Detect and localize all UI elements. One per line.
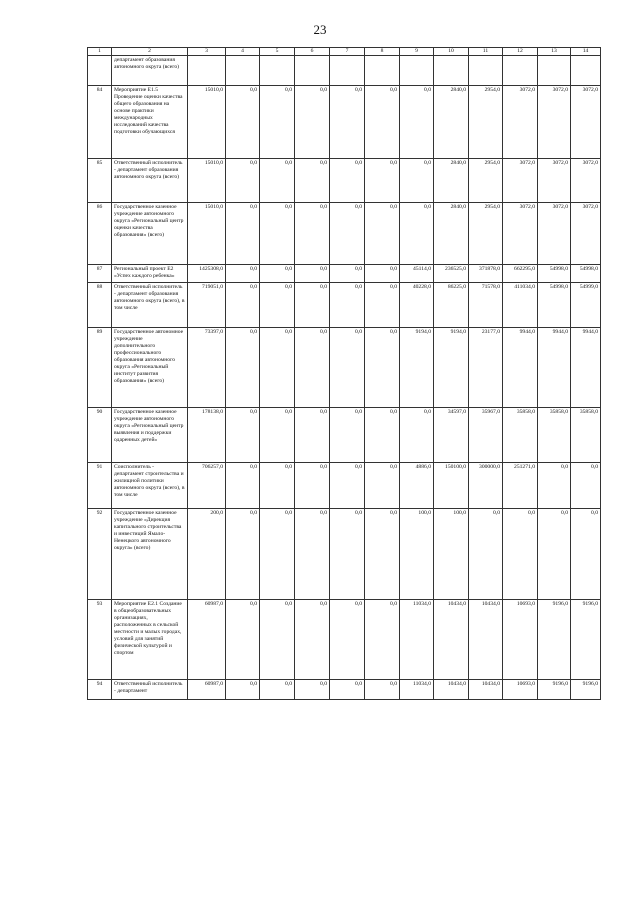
cell-value: 662295,0 <box>503 265 538 283</box>
cell-value: 0,0 <box>295 265 330 283</box>
cell-value: 251271,0 <box>503 463 538 509</box>
cell-value: 0,0 <box>226 203 260 265</box>
cell-value: 3072,0 <box>503 203 538 265</box>
cell-value: 100,0 <box>400 509 434 600</box>
table-row <box>88 159 601 203</box>
cell-value: 54998,0 <box>538 283 571 328</box>
cell-value: 35858,0 <box>503 408 538 463</box>
cell-value: 0,0 <box>226 600 260 680</box>
cell-value: 0,0 <box>365 159 400 203</box>
cell-value: 54998,0 <box>571 265 601 283</box>
cell-value: 10693,0 <box>503 680 538 700</box>
cell-value: 0,0 <box>330 283 365 328</box>
cell-value: 11034,0 <box>400 680 434 700</box>
row-name: Ответственный исполнитель - департамент образования автономного округа (всего), в том числе <box>112 283 188 328</box>
cell-value: 0,0 <box>226 283 260 328</box>
cell-value: 9196,0 <box>571 680 601 700</box>
cell-value: 3072,0 <box>503 86 538 159</box>
cell-value: 3072,0 <box>538 86 571 159</box>
cell-value: 150100,0 <box>434 463 469 509</box>
cell-value: 0,0 <box>330 159 365 203</box>
cell-value: 0,0 <box>400 408 434 463</box>
cell-value: 371878,0 <box>469 265 503 283</box>
row-name: Региональный проект Е2 «Успех каждого ребенка» <box>112 265 188 283</box>
cell-value: 9944,0 <box>538 328 571 408</box>
row-number: 94 <box>88 680 112 700</box>
column-number: 3 <box>188 48 226 56</box>
cell-value <box>188 56 226 86</box>
row-number: 87 <box>88 265 112 283</box>
cell-value: 0,0 <box>330 509 365 600</box>
cell-value: 0,0 <box>400 86 434 159</box>
cell-value: 0,0 <box>365 509 400 600</box>
column-number-row <box>88 48 601 56</box>
cell-value: 3072,0 <box>571 86 601 159</box>
budget-table <box>87 47 601 700</box>
column-number: 4 <box>226 48 260 56</box>
cell-value: 15010,0 <box>188 86 226 159</box>
row-name: департамент образования автономного округа (всего) <box>112 56 188 86</box>
column-number: 11 <box>469 48 503 56</box>
cell-value: 11034,0 <box>400 600 434 680</box>
cell-value: 3072,0 <box>538 203 571 265</box>
cell-value: 0,0 <box>571 463 601 509</box>
cell-value: 0,0 <box>260 600 295 680</box>
cell-value: 35967,0 <box>469 408 503 463</box>
cell-value: 10434,0 <box>469 680 503 700</box>
cell-value: 9944,0 <box>503 328 538 408</box>
cell-value: 34597,0 <box>434 408 469 463</box>
cell-value: 0,0 <box>260 159 295 203</box>
row-number: 92 <box>88 509 112 600</box>
table-row <box>88 680 601 700</box>
cell-value: 9944,0 <box>571 328 601 408</box>
cell-value: 0,0 <box>365 408 400 463</box>
cell-value: 0,0 <box>330 265 365 283</box>
cell-value: 0,0 <box>226 408 260 463</box>
cell-value: 54999,0 <box>571 283 601 328</box>
cell-value: 0,0 <box>226 463 260 509</box>
cell-value: 0,0 <box>295 680 330 700</box>
cell-value: 0,0 <box>295 86 330 159</box>
cell-value: 0,0 <box>260 509 295 600</box>
cell-value <box>538 56 571 86</box>
cell-value: 9194,0 <box>434 328 469 408</box>
cell-value: 236525,0 <box>434 265 469 283</box>
cell-value: 2954,0 <box>469 159 503 203</box>
table-row <box>88 203 601 265</box>
cell-value: 0,0 <box>226 509 260 600</box>
row-number <box>88 56 112 86</box>
cell-value <box>571 56 601 86</box>
cell-value: 73397,0 <box>188 328 226 408</box>
cell-value <box>400 56 434 86</box>
cell-value: 0,0 <box>330 328 365 408</box>
cell-value: 0,0 <box>226 265 260 283</box>
column-number: 14 <box>571 48 601 56</box>
cell-value: 0,0 <box>295 509 330 600</box>
row-name: Мероприятие Е2.1 Создание в общеобразовательных организациях, расположенных в сельской местности и малых городах, условий для занятий физической культурой и спортом <box>112 600 188 680</box>
cell-value: 10434,0 <box>434 680 469 700</box>
row-number: 89 <box>88 328 112 408</box>
cell-value: 0,0 <box>365 203 400 265</box>
cell-value: 0,0 <box>365 463 400 509</box>
cell-value: 35858,0 <box>571 408 601 463</box>
cell-value <box>295 56 330 86</box>
cell-value <box>434 56 469 86</box>
column-number: 6 <box>295 48 330 56</box>
cell-value: 9194,0 <box>400 328 434 408</box>
column-number: 10 <box>434 48 469 56</box>
cell-value: 100,0 <box>434 509 469 600</box>
cell-value: 0,0 <box>260 203 295 265</box>
table-row <box>88 600 601 680</box>
table-row <box>88 328 601 408</box>
cell-value: 0,0 <box>365 328 400 408</box>
column-number: 9 <box>400 48 434 56</box>
row-name: Государственное казенное учреждение «Дирекция капитального строительства и инвестиций Ямало-Ненецкого автономного округа» (всего) <box>112 509 188 600</box>
page-number: 23 <box>313 22 327 37</box>
cell-value: 0,0 <box>295 408 330 463</box>
cell-value: 2840,0 <box>434 203 469 265</box>
row-name: Мероприятие Е1.5 Проведение оценки качества общего образования на основе практики международных исследований качества подготовки обучающихся <box>112 86 188 159</box>
column-number: 13 <box>538 48 571 56</box>
cell-value: 719051,0 <box>188 283 226 328</box>
column-number: 1 <box>88 48 112 56</box>
cell-value: 0,0 <box>571 509 601 600</box>
cell-value: 0,0 <box>400 203 434 265</box>
cell-value: 0,0 <box>538 509 571 600</box>
cell-value: 2954,0 <box>469 86 503 159</box>
cell-value: 0,0 <box>295 463 330 509</box>
cell-value: 0,0 <box>226 86 260 159</box>
cell-value: 23177,0 <box>469 328 503 408</box>
cell-value: 0,0 <box>260 328 295 408</box>
cell-value: 0,0 <box>260 265 295 283</box>
table-row <box>88 86 601 159</box>
cell-value: 0,0 <box>295 159 330 203</box>
row-number: 85 <box>88 159 112 203</box>
cell-value: 0,0 <box>365 265 400 283</box>
cell-value: 0,0 <box>330 680 365 700</box>
cell-value: 3072,0 <box>571 159 601 203</box>
cell-value: 9196,0 <box>538 600 571 680</box>
cell-value: 300000,0 <box>469 463 503 509</box>
column-number: 2 <box>112 48 188 56</box>
cell-value: 0,0 <box>226 680 260 700</box>
cell-value: 0,0 <box>226 328 260 408</box>
cell-value: 15010,0 <box>188 203 226 265</box>
cell-value: 0,0 <box>260 408 295 463</box>
row-number: 90 <box>88 408 112 463</box>
row-name: Государственное казенное учреждение автономного округа «Региональный центр оценки качества образования» (всего) <box>112 203 188 265</box>
cell-value: 0,0 <box>503 509 538 600</box>
cell-value: 0,0 <box>226 159 260 203</box>
cell-value: 54998,0 <box>538 265 571 283</box>
cell-value <box>365 56 400 86</box>
cell-value: 0,0 <box>538 463 571 509</box>
cell-value: 2954,0 <box>469 203 503 265</box>
cell-value: 45114,0 <box>400 265 434 283</box>
cell-value <box>330 56 365 86</box>
cell-value: 0,0 <box>330 600 365 680</box>
cell-value: 0,0 <box>295 600 330 680</box>
table-row <box>88 408 601 463</box>
cell-value: 706257,0 <box>188 463 226 509</box>
cell-value: 0,0 <box>295 283 330 328</box>
row-number: 93 <box>88 600 112 680</box>
cell-value: 3072,0 <box>503 159 538 203</box>
column-number: 12 <box>503 48 538 56</box>
cell-value: 1425308,0 <box>188 265 226 283</box>
cell-value: 0,0 <box>365 283 400 328</box>
cell-value: 3072,0 <box>571 203 601 265</box>
row-name: Ответственный исполнитель - департамент <box>112 680 188 700</box>
table-row <box>88 265 601 283</box>
row-number: 88 <box>88 283 112 328</box>
cell-value <box>260 56 295 86</box>
table-row <box>88 283 601 328</box>
cell-value: 0,0 <box>330 463 365 509</box>
cell-value <box>469 56 503 86</box>
cell-value: 0,0 <box>400 159 434 203</box>
cell-value: 3072,0 <box>538 159 571 203</box>
table-row <box>88 509 601 600</box>
cell-value: 0,0 <box>260 283 295 328</box>
cell-value: 200,0 <box>188 509 226 600</box>
cell-value: 0,0 <box>260 680 295 700</box>
row-name: Государственное казенное учреждение автономного округа «Региональный центр выявления и поддержки одаренных детей» <box>112 408 188 463</box>
cell-value: 10693,0 <box>503 600 538 680</box>
cell-value: 0,0 <box>330 203 365 265</box>
cell-value: 0,0 <box>365 86 400 159</box>
row-number: 84 <box>88 86 112 159</box>
cell-value: 0,0 <box>260 463 295 509</box>
cell-value: 0,0 <box>295 203 330 265</box>
cell-value: 35858,0 <box>538 408 571 463</box>
cell-value: 60987,0 <box>188 680 226 700</box>
cell-value: 0,0 <box>469 509 503 600</box>
row-number: 86 <box>88 203 112 265</box>
table-row <box>88 463 601 509</box>
row-name: Соисполнитель - департамент строительства и жилищной политики автономного округа (всего), в том числе <box>112 463 188 509</box>
cell-value: 9196,0 <box>571 600 601 680</box>
cell-value: 86225,0 <box>434 283 469 328</box>
cell-value: 4886,0 <box>400 463 434 509</box>
cell-value: 178138,0 <box>188 408 226 463</box>
row-number: 91 <box>88 463 112 509</box>
cell-value: 0,0 <box>295 328 330 408</box>
cell-value: 0,0 <box>365 680 400 700</box>
cell-value: 0,0 <box>330 408 365 463</box>
cell-value: 411034,0 <box>503 283 538 328</box>
cell-value: 9196,0 <box>538 680 571 700</box>
cell-value: 0,0 <box>365 600 400 680</box>
column-number: 7 <box>330 48 365 56</box>
cell-value: 71578,0 <box>469 283 503 328</box>
cell-value: 10434,0 <box>469 600 503 680</box>
cell-value: 2840,0 <box>434 159 469 203</box>
cell-value: 0,0 <box>260 86 295 159</box>
cell-value: 0,0 <box>330 86 365 159</box>
cell-value: 10434,0 <box>434 600 469 680</box>
row-name: Ответственный исполнитель - департамент образования автономного округа (всего) <box>112 159 188 203</box>
cell-value: 40228,0 <box>400 283 434 328</box>
cell-value <box>503 56 538 86</box>
cell-value: 2840,0 <box>434 86 469 159</box>
column-number: 8 <box>365 48 400 56</box>
cell-value <box>226 56 260 86</box>
column-number: 5 <box>260 48 295 56</box>
cell-value: 60987,0 <box>188 600 226 680</box>
cell-value: 15010,0 <box>188 159 226 203</box>
row-name: Государственное автономное учреждение дополнительного профессионального образования автономного округа «Региональный институт развития образования» (всего) <box>112 328 188 408</box>
table-row <box>88 56 601 86</box>
